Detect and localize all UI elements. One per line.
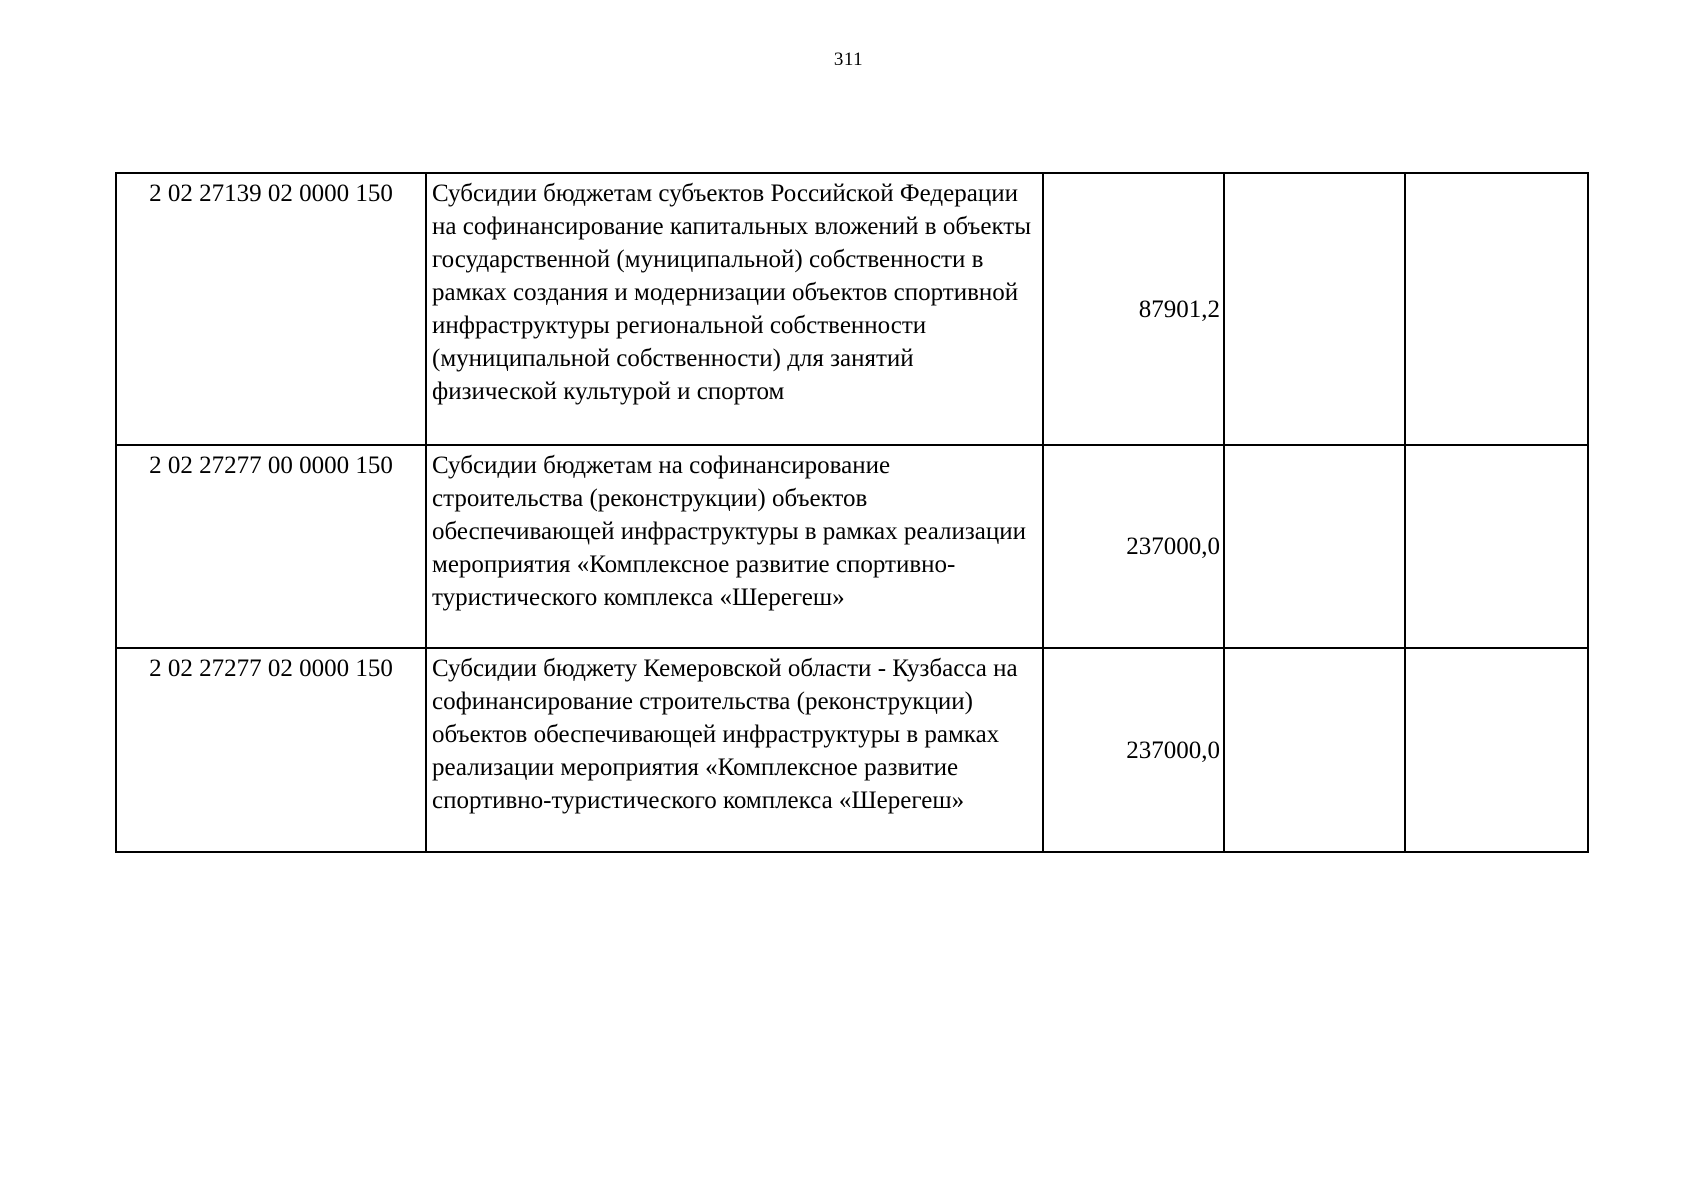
description-cell: Субсидии бюджету Кемеровской области - Кузбасса на софинансирование строительства (реконструкции) объектов обеспечивающей инфраструктуры в рамках реализации мероприятия «Комплексное развитие спортивно-туристического комплекса «Шерегеш» [426,648,1043,852]
empty-cell [1405,445,1588,648]
table-row [116,173,1588,445]
page-number: 311 [833,49,864,70]
budget-code-cell: 2 02 27277 00 0000 150 [116,445,426,648]
amount-cell: 237000,0 [1043,648,1224,852]
empty-cell [1224,173,1405,445]
budget-code-cell: 2 02 27139 02 0000 150 [116,173,426,445]
amount-cell: 237000,0 [1043,445,1224,648]
empty-cell [1405,648,1588,852]
empty-cell [1405,173,1588,445]
empty-cell [1224,648,1405,852]
budget-code-cell: 2 02 27277 02 0000 150 [116,648,426,852]
description-cell: Субсидии бюджетам субъектов Российской Федерации на софинансирование капитальных вложений в объекты государственной (муниципальной) собственности в рамках создания и модернизации объектов спортивной инфраструктуры региональной собственности (муниципальной собственности) для занятий физической культурой и спортом [426,173,1043,445]
amount-cell: 87901,2 [1043,173,1224,445]
description-cell: Субсидии бюджетам на софинансирование строительства (реконструкции) объектов обеспечивающей инфраструктуры в рамках реализации мероприятия «Комплексное развитие спортивно-туристического комплекса «Шерегеш» [426,445,1043,648]
budget-table [115,172,1589,853]
empty-cell [1224,445,1405,648]
table-row [116,648,1588,852]
table-row [116,445,1588,648]
